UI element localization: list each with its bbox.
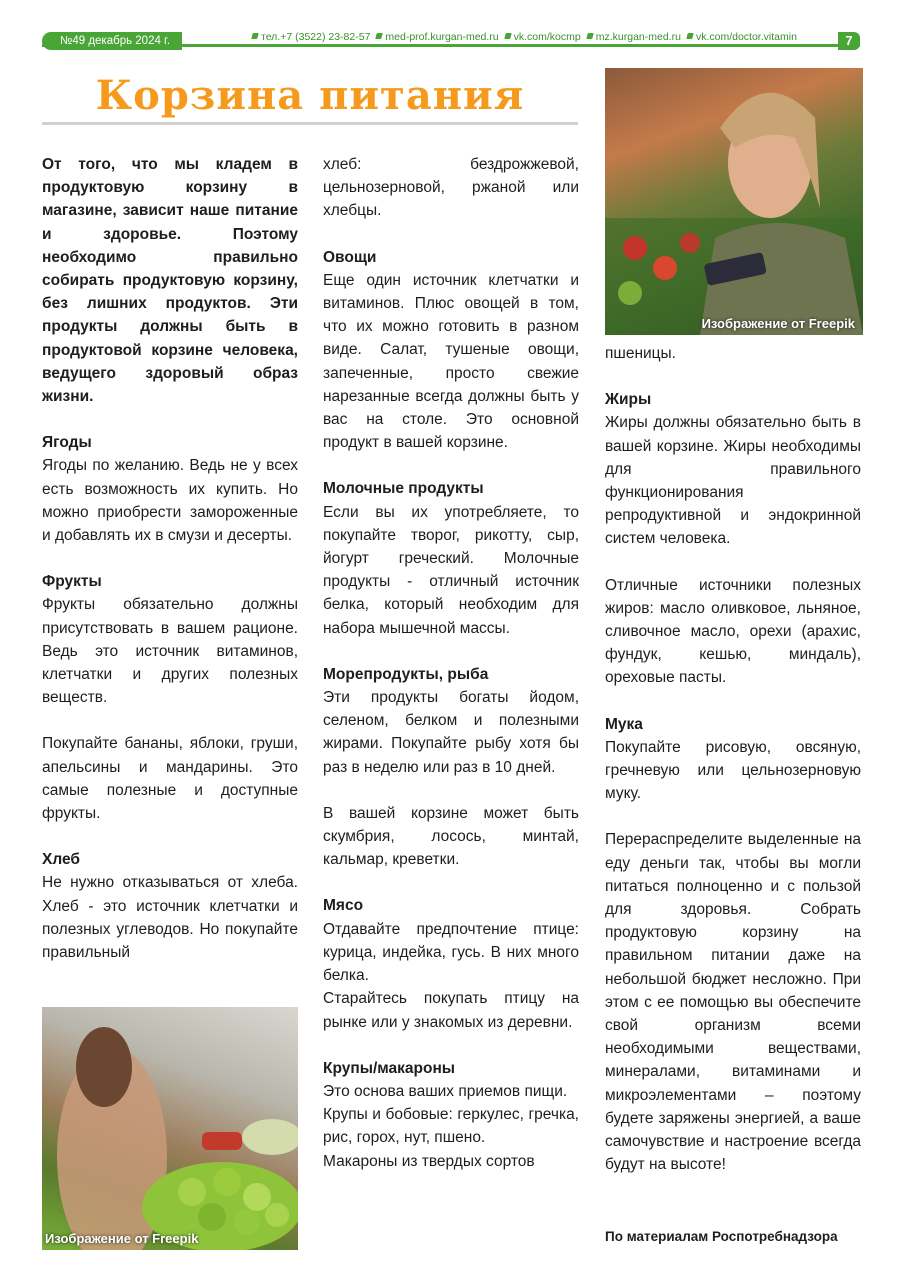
photo-illustration xyxy=(42,1007,298,1250)
issue-label: №49 декабрь 2024 г. xyxy=(42,32,182,50)
contact-vk-2[interactable]: vk.com/doctor.vitamin xyxy=(687,31,797,43)
page-header xyxy=(42,32,860,48)
heading-vegetables: Овощи xyxy=(323,248,377,266)
text-fruits: Фрукты обязательно должны присутствовать в вашем рационе. Ведь это источник витаминов, клетчатки и других полезных веществ. xyxy=(42,596,298,707)
heading-grains: Крупы/макароны xyxy=(323,1059,456,1077)
text-vegetables: Еще один источник клетчатки и витаминов. Плюс овощей в том, что их можно готовить в разном виде. Салат, тушеные овощи, запеченные, просто свежие нарезанные всегда должны быть у вас на столе. Это основной продукт в вашей корзине. xyxy=(323,271,579,452)
text-grains-3: Макароны из твердых сортов xyxy=(323,1152,535,1170)
intro-paragraph: От того, что мы кладем в продуктовую корзину в магазине, зависит наше питание и здоровье. Поэтому необходимо правильно собирать продуктовую корзину, без лишних продуктов. Эти продукты должны быть в продуктовой корзине человека, ведущего здоровый образ жизни. xyxy=(42,156,298,406)
heading-bread: Хлеб xyxy=(42,851,80,869)
heading-dairy: Молочные продукты xyxy=(323,480,484,498)
text-grains: Это основа ваших приемов пищи. xyxy=(323,1082,568,1100)
heading-seafood: Морепродукты, рыба xyxy=(323,665,489,683)
text-fats-2: Отличные источники полезных жиров: масло оливковое, льняное, сливочное масло, орехи (арахис, фундук, кешью, миндаль), ореховые пасты. xyxy=(605,576,861,687)
contact-site-1[interactable]: med-prof.kurgan-med.ru xyxy=(376,31,498,43)
column-1 xyxy=(42,153,298,964)
header-contacts xyxy=(252,31,797,43)
photo-woman-shopping xyxy=(605,68,863,335)
text-flour: Покупайте рисовую, овсяную, гречневую или цельнозерновую муку. xyxy=(605,738,861,803)
page-number: 7 xyxy=(838,32,860,50)
heading-fats: Жиры xyxy=(605,391,652,409)
photo-woman-peppers xyxy=(42,1007,298,1250)
source-credit: По материалам Роспотребнадзора xyxy=(605,1229,838,1244)
text-bread: Не нужно отказываться от хлеба. Хлеб - это источник клетчатки и полезных углеводов. Но покупайте правильный xyxy=(42,874,298,962)
contact-site-2[interactable]: mz.kurgan-med.ru xyxy=(587,31,681,43)
photo-caption-bottom: Изображение от Freepik xyxy=(45,1231,199,1246)
contact-phone: тел.+7 (3522) 23-82-57 xyxy=(252,31,370,43)
title-divider xyxy=(42,122,578,125)
text-bread-cont: хлеб: бездрожжевой, цельнозерновой, ржаной или хлебцы. xyxy=(323,156,579,220)
column-3 xyxy=(605,342,861,1177)
text-grains-2: Крупы и бобовые: геркулес, гречка, рис, горох, нут, пшено. xyxy=(323,1106,579,1147)
text-grains-cont: пшеницы. xyxy=(605,345,676,362)
contact-vk-1[interactable]: vk.com/kocmp xyxy=(505,31,581,43)
text-seafood-2: В вашей корзине может быть скумбрия, лосось, минтай, кальмар, креветки. xyxy=(323,804,579,869)
heading-fruits: Фрукты xyxy=(42,573,102,591)
heading-berries: Ягоды xyxy=(42,434,92,452)
article-title: Корзина питания xyxy=(95,72,525,119)
heading-flour: Мука xyxy=(605,715,643,733)
text-fats: Жиры должны обязательно быть в вашей корзине. Жиры необходимы для правильного функционирования репродуктивной и эндокринной систем человека. xyxy=(605,414,861,548)
heading-meat: Мясо xyxy=(323,897,364,915)
text-meat-2: Старайтесь покупать птицу на рынке или у знакомых из деревни. xyxy=(323,990,579,1031)
text-seafood: Эти продукты богаты йодом, селеном, белком и полезными жирами. Покупайте рыбу хотя бы раз в неделю или раз в 10 дней. xyxy=(323,689,579,776)
text-meat: Отдавайте предпочтение птице: курица, индейка, гусь. В них много белка. xyxy=(323,920,579,985)
text-berries: Ягоды по желанию. Ведь не у всех есть возможность их купить. Но можно приобрести замороженные и добавлять их в смузи и десерты. xyxy=(42,457,298,545)
conclusion-paragraph: Перераспределите выделенные на еду деньги так, чтобы вы могли питаться полноценно и с пользой для здоровья. Собрать продуктовую корзину на правильном питании даже на небольшой бюджет несложно. При этом с ее помощью вы обеспечите свой организм всеми необходимыми веществами, минералами, витаминами и микроэлементами – поэтому будете заряжены энергией, а ваше самочувствие и настроение всегда будут на высоте! xyxy=(605,831,861,1174)
photo-caption-top: Изображение от Freepik xyxy=(701,316,855,331)
text-fruits-2: Покупайте бананы, яблоки, груши, апельсины и мандарины. Это самые полезные и доступные фрукты. xyxy=(42,735,298,823)
text-dairy: Если вы их употребляете, то покупайте творог, рикотту, сыр, йогурт греческий. Молочные продукты - отличный источник белка, который необходим для набора мышечной массы. xyxy=(323,503,579,637)
column-2 xyxy=(323,153,579,1173)
photo-illustration xyxy=(605,68,863,335)
